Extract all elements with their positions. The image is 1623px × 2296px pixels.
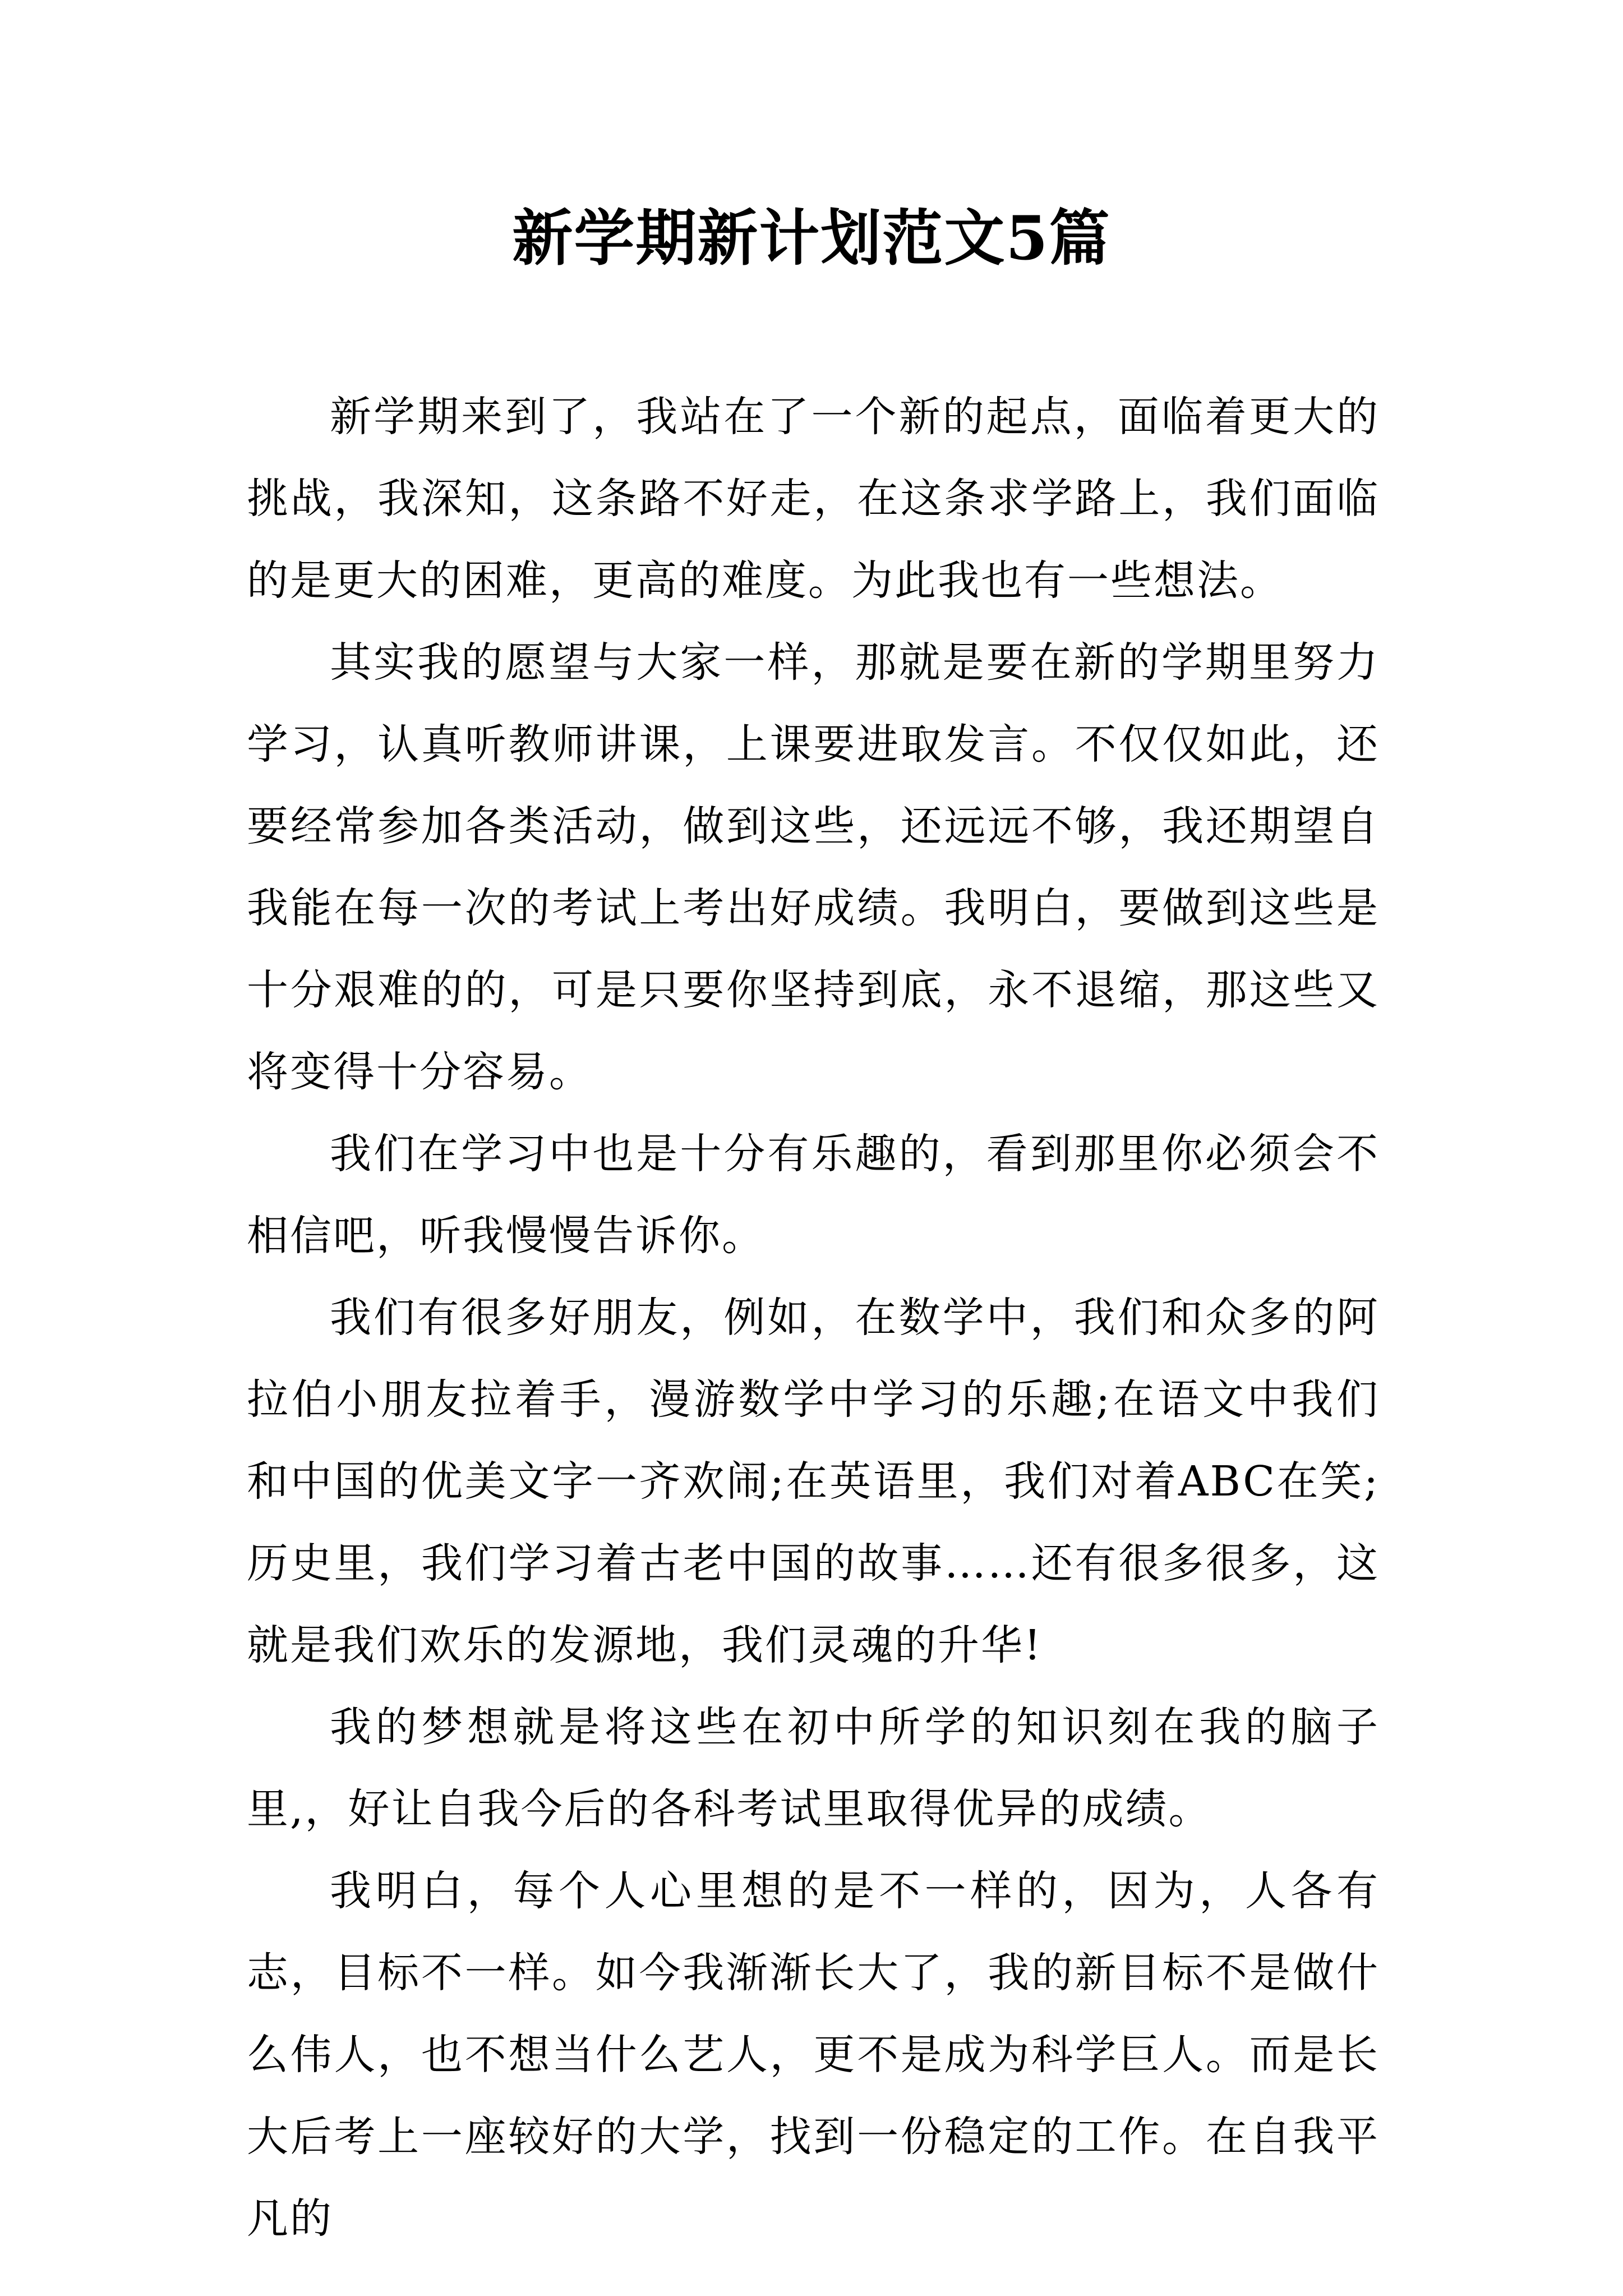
paragraph-6: 我明白，每个人心里想的是不一样的，因为，人各有志，目标不一样。如今我渐渐长大了，我的新目标不是做什么伟人，也不想当什么艺人，更不是成为科学巨人。而是长大后考上一座较好的大学，找到一份稳定的工作。在自我平凡的 [247,1867,1380,2243]
paragraph-5: 我的梦想就是将这些在初中所学的知识刻在我的脑子里,，好让自我今后的各科考试里取得优异的成绩。 [247,1703,1380,1833]
paragraph-4: 我们有很多好朋友，例如，在数学中，我们和众多的阿拉伯小朋友拉着手，漫游数学中学习的乐趣;在语文中我们和中国的优美文字一齐欢闹;在英语里，我们对着ABC在笑;历史里，我们学习着古老中国的故事……还有很多很多，这就是我们欢乐的发源地，我们灵魂的升华! [247,1294,1380,1669]
paragraph-2: 其实我的愿望与大家一样，那就是要在新的学期里努力学习，认真听教师讲课，上课要进取发言。不仅仅如此，还要经常参加各类活动，做到这些，还远远不够，我还期望自我能在每一次的考试上考出好成绩。我明白，要做到这些是十分艰难的的，可是只要你坚持到底，永不退缩，那这些又将变得十分容易。 [247,638,1380,1096]
document-title: 新学期新计划范文5篇 [512,203,1111,274]
paragraph-1: 新学期来到了，我站在了一个新的起点，面临着更大的挑战，我深知，这条路不好走，在这条求学路上，我们面临的是更大的困难，更高的难度。为此我也有一些想法。 [247,393,1380,605]
paragraph-3: 我们在学习中也是十分有乐趣的，看到那里你必须会不相信吧，听我慢慢告诉你。 [247,1130,1380,1260]
document-body [247,376,1380,2260]
